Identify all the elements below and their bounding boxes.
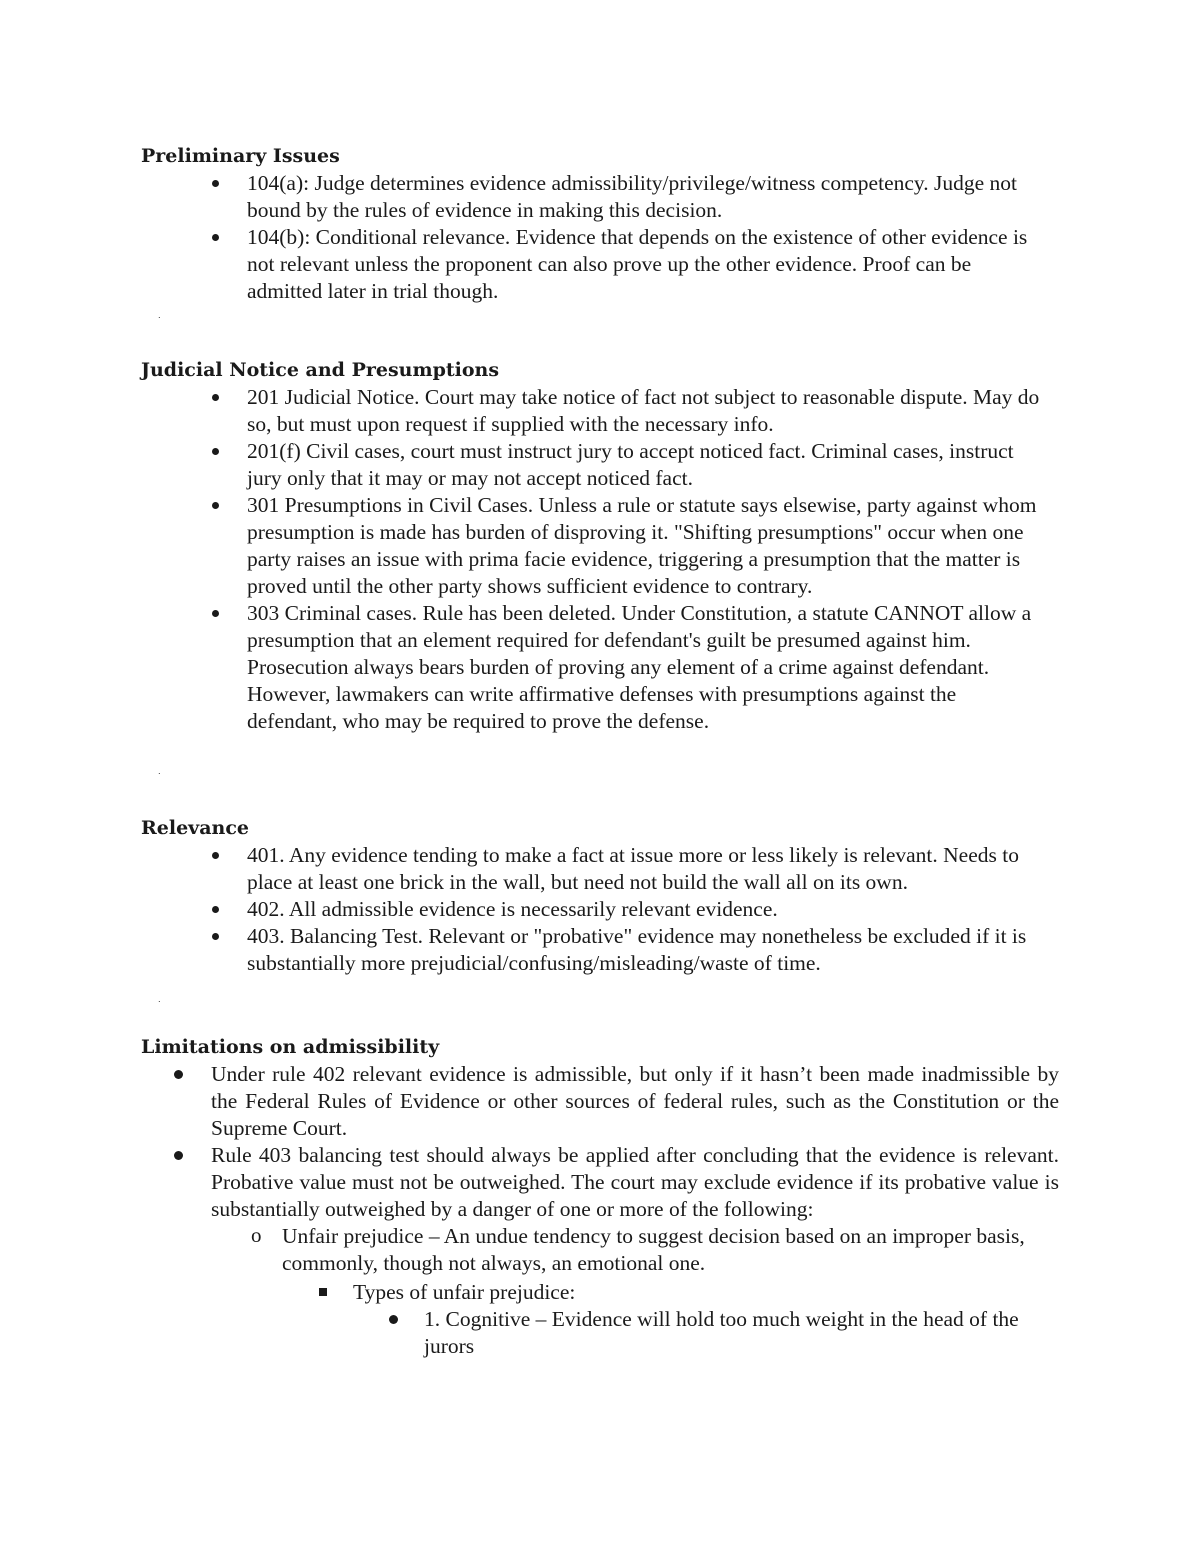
bullet-icon (389, 1315, 398, 1324)
list-item: 401. Any evidence tending to make a fact at issue more or less likely is relevant. Needs to place at least one brick in the wall, but need not build the wall all on its own. (212, 842, 1042, 896)
section-heading-relevance: Relevance (141, 817, 250, 839)
list-item-text: 1. Cognitive – Evidence will hold too much weight in the head of the jurors (424, 1307, 1019, 1358)
section-heading-limitations: Limitations on admissibility (141, 1036, 440, 1058)
judicial-notice-list (212, 384, 1042, 735)
section-heading-judicial-notice: Judicial Notice and Presumptions (141, 359, 500, 381)
list-item-text: Rule 403 balancing test should always be applied after concluding that the evidence is relevant. Probative value must not be outweighed. The court may exclude evidence if its probative value is substantially outweighed by a danger of one or more of the following: (211, 1143, 1059, 1221)
bullet-icon (174, 1070, 183, 1079)
stray-dot: . (158, 767, 161, 776)
list-item-text: Under rule 402 relevant evidence is admissible, but only if it hasn’t been made inadmissible by the Federal Rules of Evidence or other sources of federal rules, such as the Constitution or the Supreme Court. (211, 1062, 1059, 1140)
list-item: 402. All admissible evidence is necessarily relevant evidence. (212, 896, 1042, 923)
list-item: 104(a): Judge determines evidence admissibility/privilege/witness competency. Judge not bound by the rules of evidence in making this decision. (212, 170, 1042, 224)
list-item: 303 Criminal cases. Rule has been deleted. Under Constitution, a statute CANNOT allow a presumption that an element required for defendant's guilt be presumed against him. Prosecution always bears burden of proving any element of a crime against defendant. However, lawmakers can write affirmative defenses with presumptions against the defendant, who may be required to prove the defense. (212, 600, 1042, 735)
list-item (251, 1223, 1059, 1277)
list-item: 201(f) Civil cases, court must instruct jury to accept noticed fact. Criminal cases, instruct jury only that it may or may not accept noticed fact. (212, 438, 1042, 492)
list-item: 104(b): Conditional relevance. Evidence that depends on the existence of other evidence is not relevant unless the proponent can also prove up the other evidence. Proof can be admitted later in trial though. (212, 224, 1042, 305)
list-item: 403. Balancing Test. Relevant or "probative" evidence may nonetheless be excluded if it is substantially more prejudicial/confusing/misleading/waste of time. (212, 923, 1042, 977)
list-item (211, 1142, 1059, 1223)
section-heading-preliminary-issues: Preliminary Issues (141, 145, 340, 167)
list-item (211, 1061, 1059, 1142)
stray-dot: . (158, 311, 161, 320)
list-item: 301 Presumptions in Civil Cases. Unless a rule or statute says elsewise, party against whom presumption is made has burden of disproving it. "Shifting presumptions" occur when one party raises an issue with prima facie evidence, triggering a presumption that the matter is proved until the other party shows sufficient evidence to contrary. (212, 492, 1042, 600)
list-item (424, 1306, 1064, 1360)
list-item-text: Unfair prejudice – An undue tendency to suggest decision based on an improper basis, commonly, though not always, an emotional one. (282, 1224, 1025, 1275)
list-item-text: Types of unfair prejudice: (353, 1280, 576, 1304)
circle-bullet-icon: o (251, 1223, 262, 1247)
list-item: 201 Judicial Notice. Court may take notice of fact not subject to reasonable dispute. May do so, but must upon request if supplied with the necessary info. (212, 384, 1042, 438)
square-bullet-icon (319, 1288, 327, 1296)
bullet-icon (174, 1151, 183, 1160)
stray-dot: . (158, 995, 161, 1004)
relevance-list (212, 842, 1042, 977)
list-item (353, 1279, 1059, 1306)
preliminary-issues-list (212, 170, 1042, 305)
